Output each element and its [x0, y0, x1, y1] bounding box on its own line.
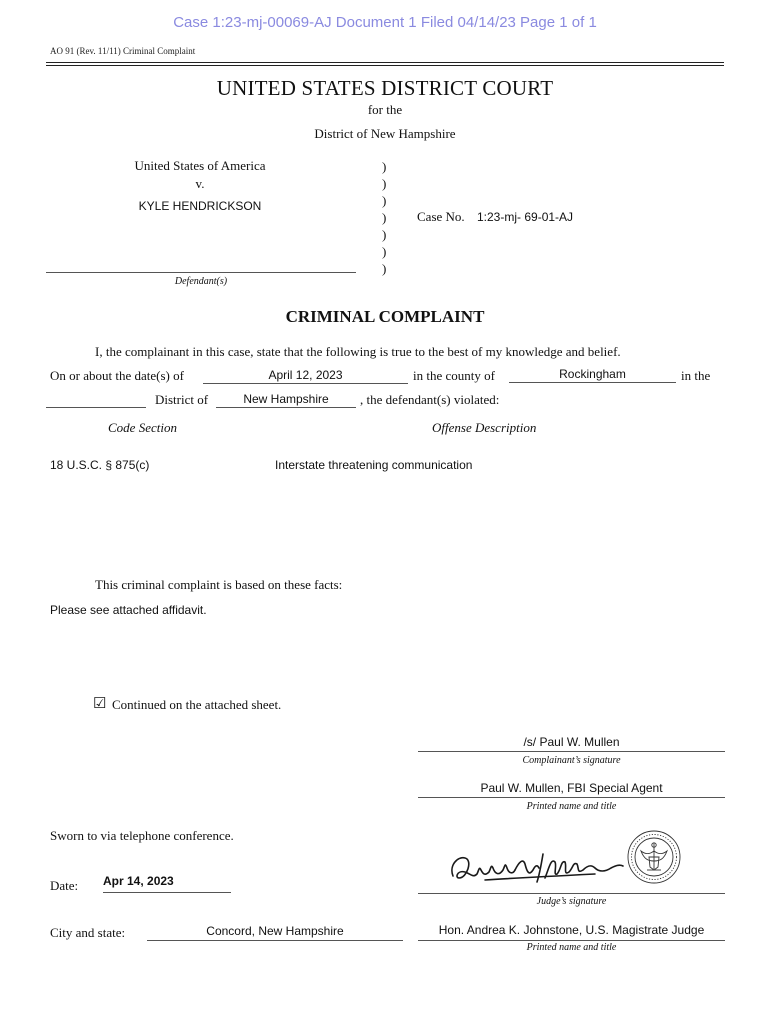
- judge-name-rule: [418, 940, 725, 941]
- judge-signature-caption: Judge’s signature: [536, 896, 607, 907]
- form-identifier: AO 91 (Rev. 11/11) Criminal Complaint: [50, 46, 196, 56]
- blank-district-field: [46, 392, 146, 408]
- sworn-statement: Sworn to via telephone conference.: [50, 828, 234, 843]
- city-state-label: City and state:: [50, 925, 126, 940]
- case-number-value: 1:23-mj- 69-01-AJ: [477, 210, 574, 224]
- defendant-rule: [46, 272, 356, 273]
- facts-text: Please see attached affidavit.: [50, 603, 207, 617]
- complaint-heading: CRIMINAL COMPLAINT: [285, 307, 485, 326]
- complainant-printed-name: Paul W. Mullen, FBI Special Agent: [480, 781, 663, 795]
- complainant-signature-caption: Complainant’s signature: [522, 755, 621, 766]
- case-number-label: Case No.: [417, 209, 465, 224]
- for-the-label: for the: [367, 102, 403, 117]
- in-county-label: in the county of: [413, 368, 495, 383]
- versus-label: v.: [195, 176, 205, 191]
- district-field: New Hampshire: [216, 391, 356, 408]
- facts-lead: This criminal complaint is based on these facts:: [95, 577, 343, 592]
- violated-label: , the defendant(s) violated:: [360, 392, 500, 407]
- in-the-label: in the: [681, 368, 711, 383]
- judge-handwritten-signature: [445, 848, 625, 888]
- offense-description-header: Offense Description: [432, 420, 537, 435]
- code-section-header: Code Section: [108, 420, 177, 435]
- header-rule-top: [46, 62, 724, 63]
- complainant-signature: /s/ Paul W. Mullen: [523, 735, 620, 749]
- date-field: Apr 14, 2023: [103, 873, 231, 893]
- continued-label: Continued on the attached sheet.: [112, 697, 282, 712]
- defendant-caption: Defendant(s): [174, 276, 228, 287]
- date-label: Date:: [50, 878, 79, 893]
- court-district: District of New Hampshire: [314, 126, 456, 141]
- on-or-about-label: On or about the date(s) of: [50, 368, 184, 383]
- county-field: Rockingham: [509, 366, 676, 383]
- judge-signature-rule: [418, 893, 725, 894]
- complaint-intro: I, the complainant in this case, state that the following is true to the best of my knowledge and belief.: [95, 344, 621, 359]
- offense-description-value: Interstate threatening communication: [275, 458, 473, 472]
- plaintiff-name: United States of America: [134, 158, 266, 173]
- complainant-name-rule: [418, 797, 725, 798]
- complainant-signature-rule: [418, 751, 725, 752]
- judge-name-caption: Printed name and title: [526, 942, 617, 953]
- city-state-field: Concord, New Hampshire: [147, 923, 403, 941]
- district-of-label: District of: [155, 392, 209, 407]
- judge-printed-name: Hon. Andrea K. Johnstone, U.S. Magistrate Judge: [438, 923, 705, 937]
- code-section-value: 18 U.S.C. § 875(c): [50, 458, 150, 472]
- offense-date-field: April 12, 2023: [203, 367, 408, 384]
- court-title: UNITED STATES DISTRICT COURT: [216, 76, 554, 100]
- caption-parentheses: ) ) ) ) ) ) ): [382, 159, 387, 276]
- header-rule-bottom: [46, 65, 724, 66]
- continued-checkbox-icon: ☑: [93, 696, 107, 712]
- defendant-name: KYLE HENDRICKSON: [138, 199, 262, 213]
- court-seal-icon: [626, 829, 682, 885]
- filing-stamp: Case 1:23-mj-00069-AJ Document 1 Filed 04/14/23 Page 1 of 1: [173, 14, 597, 31]
- complainant-name-caption: Printed name and title: [526, 801, 617, 812]
